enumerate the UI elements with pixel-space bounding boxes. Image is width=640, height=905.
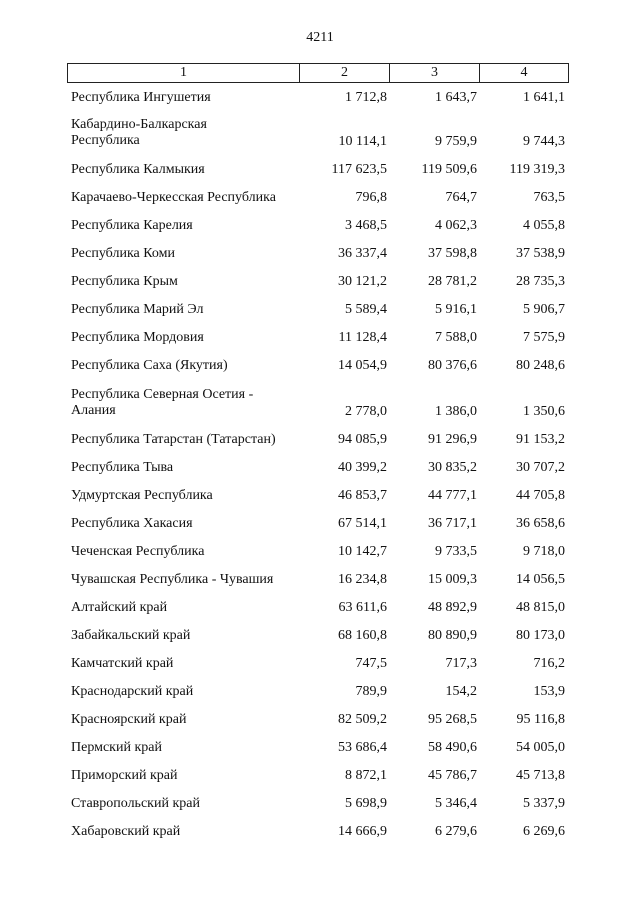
value-col-2: 2 778,0 (345, 404, 387, 419)
value-col-4: 4 055,8 (523, 218, 565, 233)
value-col-3: 36 717,1 (428, 516, 477, 531)
value-col-2: 68 160,8 (338, 628, 387, 643)
value-col-4: 763,5 (533, 190, 565, 205)
value-col-2: 789,9 (355, 684, 387, 699)
region-name: Республика Хакасия (71, 516, 193, 531)
region-name: Камчатский край (71, 656, 174, 671)
value-col-4: 1 641,1 (523, 90, 565, 105)
column-header-table (67, 63, 569, 83)
value-col-2: 36 337,4 (338, 246, 387, 261)
column-header-3: 3 (390, 64, 480, 83)
value-col-4: 9 744,3 (523, 134, 565, 149)
region-name: Республика Татарстан (Татарстан) (71, 432, 276, 447)
value-col-4: 36 658,6 (516, 516, 565, 531)
value-col-2: 1 712,8 (345, 90, 387, 105)
region-name: Пермский край (71, 740, 162, 755)
value-col-4: 7 575,9 (523, 330, 565, 345)
region-name: Республика Коми (71, 246, 175, 261)
value-col-4: 14 056,5 (516, 572, 565, 587)
column-header-2: 2 (300, 64, 390, 83)
region-name: Республика Мордовия (71, 330, 204, 345)
region-name: Кабардино-Балкарская Республика (71, 117, 207, 148)
value-col-4: 9 718,0 (523, 544, 565, 559)
region-name: Республика Карелия (71, 218, 193, 233)
value-col-3: 80 376,6 (428, 358, 477, 373)
value-col-3: 91 296,9 (428, 432, 477, 447)
region-name: Республика Калмыкия (71, 162, 205, 177)
value-col-2: 16 234,8 (338, 572, 387, 587)
value-col-3: 48 892,9 (428, 600, 477, 615)
value-col-4: 5 337,9 (523, 796, 565, 811)
value-col-2: 53 686,4 (338, 740, 387, 755)
value-col-4: 54 005,0 (516, 740, 565, 755)
value-col-4: 716,2 (533, 656, 565, 671)
value-col-2: 8 872,1 (345, 768, 387, 783)
value-col-3: 764,7 (445, 190, 477, 205)
value-col-4: 119 319,3 (509, 162, 565, 177)
region-name: Республика Саха (Якутия) (71, 358, 228, 373)
column-header-1: 1 (68, 64, 300, 83)
value-col-3: 95 268,5 (428, 712, 477, 727)
value-col-3: 80 890,9 (428, 628, 477, 643)
region-name: Ставропольский край (71, 796, 200, 811)
region-name: Республика Ингушетия (71, 90, 211, 105)
value-col-3: 4 062,3 (435, 218, 477, 233)
value-col-4: 48 815,0 (516, 600, 565, 615)
value-col-2: 796,8 (355, 190, 387, 205)
value-col-3: 1 386,0 (435, 404, 477, 419)
region-name: Хабаровский край (71, 824, 181, 839)
region-name: Краснодарский край (71, 684, 194, 699)
value-col-3: 30 835,2 (428, 460, 477, 475)
value-col-2: 30 121,2 (338, 274, 387, 289)
value-col-3: 5 916,1 (435, 302, 477, 317)
value-col-3: 119 509,6 (421, 162, 477, 177)
value-col-3: 58 490,6 (428, 740, 477, 755)
region-name: Республика Северная Осетия - Алания (71, 387, 254, 418)
value-col-4: 30 707,2 (516, 460, 565, 475)
value-col-2: 40 399,2 (338, 460, 387, 475)
value-col-3: 6 279,6 (435, 824, 477, 839)
value-col-2: 63 611,6 (338, 600, 387, 615)
region-name: Красноярский край (71, 712, 187, 727)
value-col-3: 1 643,7 (435, 90, 477, 105)
column-header-4: 4 (480, 64, 569, 83)
region-name: Забайкальский край (71, 628, 191, 643)
value-col-2: 5 698,9 (345, 796, 387, 811)
value-col-4: 44 705,8 (516, 488, 565, 503)
value-col-3: 154,2 (445, 684, 477, 699)
region-name: Республика Тыва (71, 460, 174, 475)
value-col-2: 10 142,7 (338, 544, 387, 559)
region-name: Республика Марий Эл (71, 302, 204, 317)
value-col-3: 44 777,1 (428, 488, 477, 503)
value-col-2: 3 468,5 (345, 218, 387, 233)
region-name: Алтайский край (71, 600, 168, 615)
value-col-4: 28 735,3 (516, 274, 565, 289)
value-col-2: 747,5 (355, 656, 387, 671)
region-name: Карачаево-Черкесская Республика (71, 190, 276, 205)
value-col-2: 67 514,1 (338, 516, 387, 531)
value-col-3: 28 781,2 (428, 274, 477, 289)
value-col-3: 45 786,7 (428, 768, 477, 783)
value-col-2: 5 589,4 (345, 302, 387, 317)
region-name: Приморский край (71, 768, 178, 783)
value-col-4: 153,9 (533, 684, 565, 699)
value-col-4: 1 350,6 (523, 404, 565, 419)
value-col-2: 94 085,9 (338, 432, 387, 447)
column-header-row (68, 64, 569, 83)
value-col-2: 10 114,1 (338, 134, 387, 149)
region-name: Республика Крым (71, 274, 178, 289)
value-col-4: 45 713,8 (516, 768, 565, 783)
value-col-4: 80 248,6 (516, 358, 565, 373)
value-col-2: 117 623,5 (331, 162, 387, 177)
value-col-4: 91 153,2 (516, 432, 565, 447)
value-col-3: 7 588,0 (435, 330, 477, 345)
region-name: Чеченская Республика (71, 544, 205, 559)
value-col-4: 6 269,6 (523, 824, 565, 839)
value-col-3: 717,3 (445, 656, 477, 671)
page-number: 4211 (306, 30, 334, 45)
region-name: Удмуртская Республика (71, 488, 213, 503)
value-col-4: 80 173,0 (516, 628, 565, 643)
value-col-2: 11 128,4 (338, 330, 387, 345)
value-col-2: 82 509,2 (338, 712, 387, 727)
region-name: Чувашская Республика - Чувашия (71, 572, 274, 587)
value-col-4: 5 906,7 (523, 302, 565, 317)
value-col-2: 14 054,9 (338, 358, 387, 373)
value-col-3: 15 009,3 (428, 572, 477, 587)
value-col-3: 5 346,4 (435, 796, 477, 811)
value-col-3: 9 759,9 (435, 134, 477, 149)
value-col-4: 95 116,8 (516, 712, 565, 727)
value-col-4: 37 538,9 (516, 246, 565, 261)
value-col-2: 14 666,9 (338, 824, 387, 839)
value-col-2: 46 853,7 (338, 488, 387, 503)
value-col-3: 9 733,5 (435, 544, 477, 559)
value-col-3: 37 598,8 (428, 246, 477, 261)
